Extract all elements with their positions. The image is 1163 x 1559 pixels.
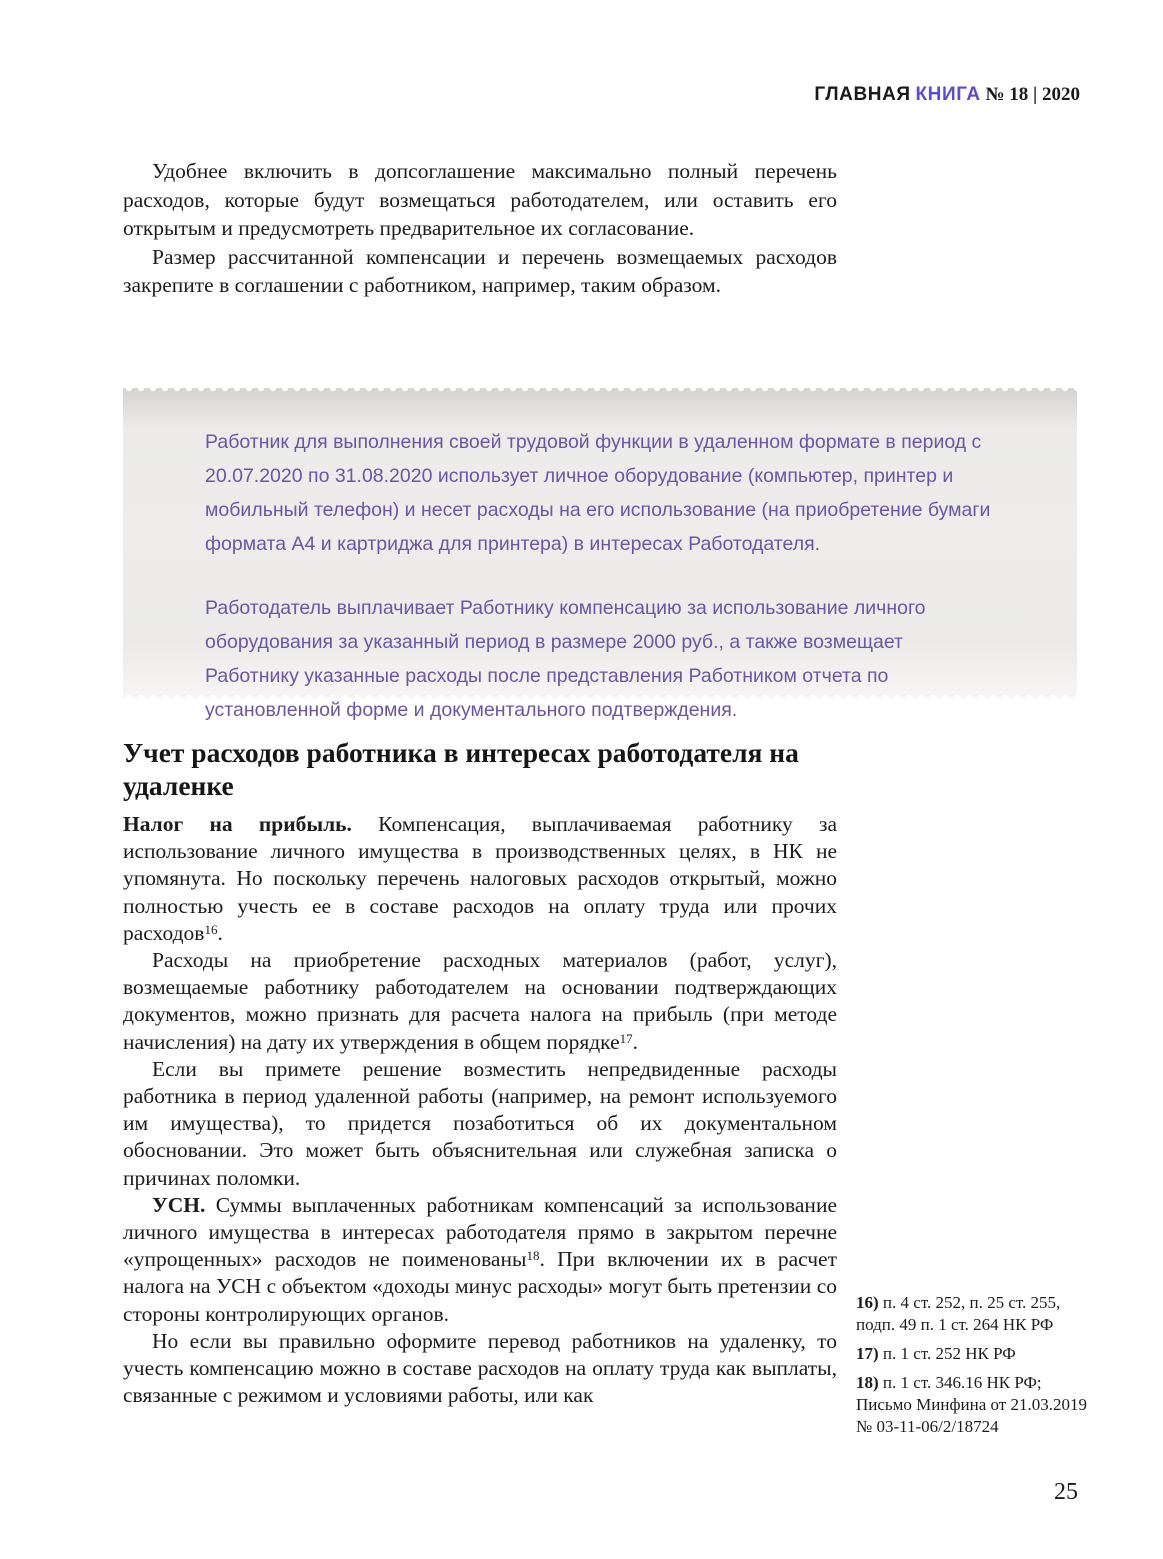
excerpt-paragraph: Работодатель выплачивает Работнику компенсацию за использование личного оборудования за указанный период в размере 2000 руб., а также возмещает Работнику указанные расходы после представления Работником отчета по установленной форме и документального подтверждения. <box>205 597 926 721</box>
page-header <box>814 84 1080 106</box>
issue-label: № 18 | 2020 <box>985 84 1080 105</box>
intro-block <box>123 157 837 300</box>
body-paragraph: Но если вы правильно оформите перевод работников на удаленку, то учесть компенсацию можно в составе расходов на оплату труда как выплаты, связанные с режимом и условиями работы, или как <box>123 1328 837 1408</box>
footnote-text: п. 1 ст. 346.16 НК РФ; Письмо Минфина от 21.03.2019 № 03-11-06/2/18724 <box>856 1373 1087 1436</box>
page-number: 25 <box>1054 1479 1078 1505</box>
footnote <box>856 1343 1088 1365</box>
footnotes-column <box>856 1292 1088 1445</box>
intro-paragraph: Размер рассчитанной компенсации и перечень возмещаемых расходов закрепите в соглашении с работником, например, таким образом. <box>123 244 837 297</box>
excerpt-paragraph: Работник для выполнения своей трудовой функции в удаленном формате в период с 20.07.2020 по 31.08.2020 использует личное оборудование (компьютер, принтер и мобильный телефон) и несет расходы на его использование (на приобретение бумаги формата А4 и картриджа для принтера) в интересах Работодателя. <box>205 431 991 555</box>
body-paragraph: УСН. Суммы выплаченных работникам компенсаций за использование личного имущества в интересах работодателя прямо в закрытом перечне «упрощенных» расходов не поименованы$^{18}$. При включении их в расчет налога на УСН с объектом «доходы минус расходы» могут быть претензии со стороны контролирующих органов. <box>123 1192 837 1326</box>
brand-name-first: ГЛАВНАЯ <box>814 84 911 105</box>
body-paragraph: Расходы на приобретение расходных материалов (работ, услуг), возмещаемые работнику работодателем на основании подтверждающих документов, можно признать для расчета налога на прибыль (при методе начисления) на дату их утверждения в общем порядке$^{17}$. <box>123 948 837 1054</box>
footnote-text: п. 1 ст. 252 НК РФ <box>882 1344 1016 1363</box>
footnote-number: 18) <box>856 1373 879 1392</box>
footnote <box>856 1292 1088 1336</box>
footnote-number: 17) <box>856 1344 879 1363</box>
footnote-number: 16) <box>856 1293 879 1312</box>
intro-paragraph: Удобнее включить в допсоглашение максимально полный перечень расходов, которые будут возмещаться работодателем, или оставить его открытым и предусмотреть предварительное их согласование. <box>123 159 837 240</box>
brand-name-second: КНИГА <box>915 84 981 105</box>
agreement-example-box <box>123 388 1077 721</box>
section-body <box>123 811 837 1409</box>
body-paragraph: Если вы примете решение возместить непредвиденные расходы работника в период удаленной работы (например, на ремонт используемого им имущества), то придется позаботиться об их документальном обосновании. Это может быть объяснительная или служебная записка о причинах поломки. <box>123 1056 837 1190</box>
footnote-text: п. 4 ст. 252, п. 25 ст. 255, подп. 49 п. 1 ст. 264 НК РФ <box>856 1293 1061 1334</box>
section-heading: Учет расходов работника в интересах работодателя на удаленке <box>123 737 799 801</box>
footnote <box>856 1372 1088 1438</box>
body-paragraph: Налог на прибыль. Компенсация, выплачиваемая работнику за использование личного имущества в производственных целях, в НК не упомянута. Но поскольку перечень налоговых расходов открытый, можно полностью учесть ее в составе расходов на оплату труда или прочих расходов$^{16}$. <box>123 812 837 945</box>
